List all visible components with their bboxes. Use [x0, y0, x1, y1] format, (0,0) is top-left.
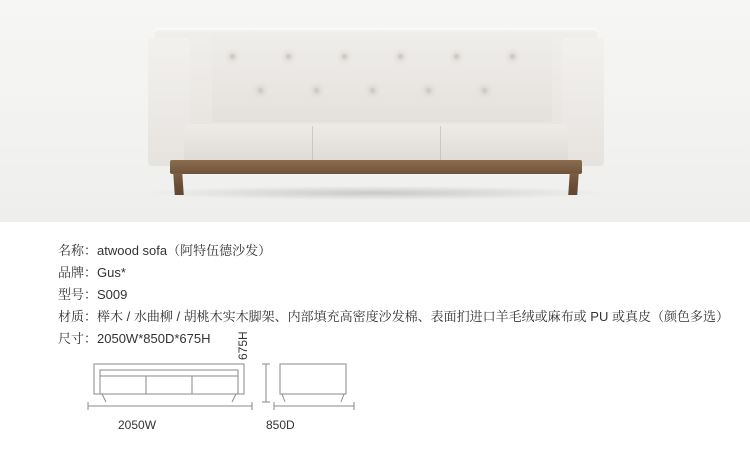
side-view-drawing — [254, 352, 374, 410]
sofa-wood-frame — [170, 160, 582, 174]
dimension-label-height: 675H — [236, 331, 250, 360]
floor-shadow — [150, 186, 602, 200]
dimension-label-width: 2050W — [118, 418, 157, 432]
product-photo — [0, 0, 750, 222]
front-view-drawing — [86, 352, 254, 410]
sofa-seat-cushion — [184, 124, 568, 164]
tuft-button — [258, 88, 263, 93]
dimension-label-depth: 850D — [266, 418, 295, 432]
sofa-arm-right — [562, 38, 604, 166]
spec-size: 尺寸：2050W*850D*675H — [58, 331, 211, 346]
spec-material: 材质：榉木 / 水曲柳 / 胡桃木实木脚架、内部填充高密度沙发棉、表面扪进口羊毛绒或麻布或 PU 或真皮（颜色多选） — [58, 309, 729, 324]
tuft-button — [370, 88, 375, 93]
tuft-button — [482, 88, 487, 93]
tuft-button — [230, 54, 235, 59]
seat-seam — [440, 126, 441, 162]
product-spec-list — [58, 240, 729, 350]
spec-model: 型号：S009 — [58, 287, 128, 302]
seat-seam — [312, 126, 313, 162]
spec-brand: 品牌：Gus* — [58, 265, 126, 280]
tuft-button — [426, 88, 431, 93]
tuft-button — [342, 54, 347, 59]
photo-backdrop — [0, 0, 750, 222]
sofa-back-tufted-panel — [212, 36, 552, 122]
spec-name: 名称：atwood sofa（阿特伍德沙发） — [58, 243, 272, 258]
sofa-illustration — [148, 28, 604, 196]
tuft-button — [510, 54, 515, 59]
tuft-button — [454, 54, 459, 59]
tuft-button — [286, 54, 291, 59]
sofa-back — [154, 28, 598, 136]
tuft-button — [398, 54, 403, 59]
tuft-button — [314, 88, 319, 93]
